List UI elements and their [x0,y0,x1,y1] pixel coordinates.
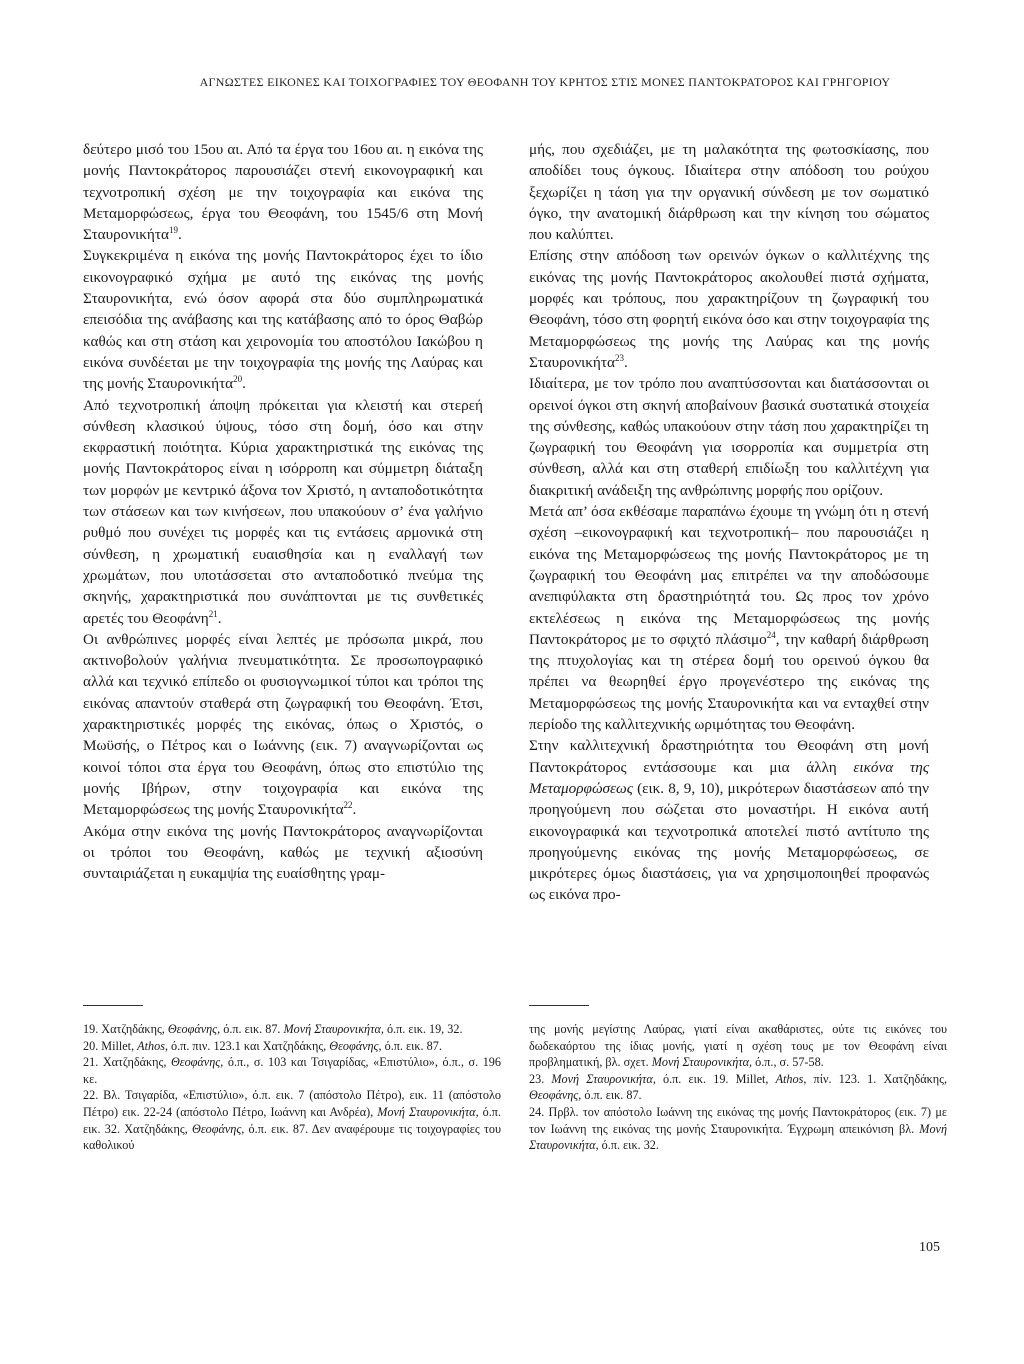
paragraph-text: δεύτερο μισό του 15ου αι. Από τα έργα του 16ου αι. η εικόνα της μονής Παντοκράτορος παρουσιάζει στενή εικονογραφική και τεχνοτροπική σχέση με την τοιχογραφία και εικόνα της Μεταμορφώσεως, έργα του Θεοφάνη, του 1545/6 στη Μονή Σταυρονικήτα [83,141,483,244]
footnote-text: , ό.π. εικ. 32. Χατζηδάκης, [83,1104,502,1136]
footnote-italic: Μονή Σταυρονικήτα [377,1104,476,1119]
paragraph-text: Επίσης στην απόδοση των ορεινών όγκων ο καλλιτέχνης της εικόνας της μονής Παντοκράτορος ακολουθεί πιστά σχήματα, μορφές και τρόπους, που χαρακτηρίζουν τη ζωγραφική του Θεοφάνη, τόσο στη φορητή εικόνα όσο και στην τοιχογραφία της Μεταμορφώσεως της μονής της Λαύρας και της μονής Σταυρονικήτα [529,247,929,371]
footnote-text: , ό.π. εικ. 19, 32. [380,1022,463,1036]
footnote-italic: Μονή Σταυρονικήτα [551,1071,653,1086]
footnote-text: 22. Βλ. Τσιγαρίδα, «Επιστύλιο», ό.π. εικ. 7 (απόστολο Πέτρο), εικ. 11 (απόστολο Πέτρο) εικ. 22-24 (απόστολο Πέτρο, Ιωάννη και Ανδρέα), [83,1088,501,1119]
footnote-21 [83,1054,501,1087]
footnote-text: , ό.π., σ. 57-58. [749,1055,824,1070]
paragraph-text: Οι ανθρώπινες μορφές είναι λεπτές με πρόσωπα μικρά, που ακτινοβολούν γαλήνια πνευματικότητα. Σε προσωπογραφικό αλλά και τεχνικό επίπεδο οι φυσιογνωμικοί τύποι και τρόποι της εικόνας απαντούν σταθερά στη ζωγραφική του Θεοφάνη. Έτσι, χαρακτηριστικές μορφές της εικόνας, όπως ο Χριστός, ο Μωϋσής, ο Πέτρος και ο Ιωάννης (εικ. 7) αναγνωρίζονται ως κοινοί τόποι στα έργα του Θεοφάνη, όπως στο επιστύλιο της μονής Ιβήρων, στην τοιχογραφία και εικόνα της Μεταμορφώσεως της μονής Σταυρονικήτα [83,630,483,819]
footnote-divider [529,1005,589,1006]
footnote-text: 23. [529,1071,552,1086]
footnotes-right [529,1021,947,1154]
paragraph-text: . [623,353,628,371]
footnote-text: , ό.π. εικ. 32. [595,1138,659,1153]
footnote-20 [83,1038,501,1055]
footnote-italic: Θεοφάνης [192,1121,242,1136]
footnote-text: , ό.π. εικ. 87. [217,1022,284,1036]
right-column [529,139,929,906]
footnote-19 [83,1021,501,1038]
footnote-italic: Μονή Σταυρονικήτα [651,1055,750,1070]
footnote-italic: Μονή Σταυρονικήτα [529,1121,947,1153]
emphasis-text: εικόνα της Μεταμορφώσεως [529,758,929,797]
footnote-text: , ό.π., σ. 103 και Τσιγαρίδας, «Επιστύλιο», ό.π., σ. 196 κε. [83,1055,501,1086]
footnote-italic: Θεοφάνης [170,1055,221,1070]
footnote-text: , ό.π. εικ. 87. [378,1038,442,1053]
running-head: ΑΓΝΩΣΤΕΣ ΕΙΚΟΝΕΣ ΚΑΙ ΤΟΙΧΟΓΡΑΦΙΕΣ ΤΟΥ ΘΕΟΦΑΝΗ ΤΟΥ ΚΡΗΤΟΣ ΣΤΙΣ ΜΟΝΕΣ ΠΑΝΤΟΚΡΑΤΟΡΟΣ ΚΑΙ ΓΡΗΓΟΡΙΟΥ [199,75,891,89]
footnote-text: της μονής μεγίστης Λαύρας, γιατί είναι ακαθάριστες, ούτε τις εικόνες του δωδεκαόρτου της ίδιας μονής, γιατί η σχέση τους με τον Θεοφάνη είναι προβληματική, βλ. σχετ. [529,1022,947,1070]
paragraph [83,395,483,629]
footnote-text: 20. Millet, [83,1038,138,1053]
footnote-text: , ό.π. εικ. 19. Millet, [652,1071,776,1086]
footnote-text: , ό.π. εικ. 87. [578,1088,642,1103]
footnote-text: , πίν. 123. 1. Χατζηδάκης, [803,1071,947,1086]
footnote-italic: Θεοφάνης [167,1022,218,1036]
paragraph-text: . [177,226,182,244]
footnote-ref-24: 24 [766,629,776,640]
footnote-italic: Μονή Σταυρονικήτα [283,1022,381,1036]
footnote-text: , ό.π. εικ. 87. Δεν αναφέρουμε τις τοιχογραφίες του καθολικού [83,1121,501,1153]
paragraph-text: (εικ. 8, 9, 10), μικρότερων διαστάσεων από την προηγούμενη που σώζεται στο μοναστήρι. Η εικόνα αυτή εικονογραφικά και τεχνοτροπικά αποτελεί πιστό αντίτυπο της προηγούμενης εικόνας της μονής Μεταμορφώσεως, σε μικρότερες όμως διαστάσεις, για να χρησιμοποιηθεί προφανώς ως εικόνα προ- [529,779,929,904]
footnote-ref-23: 23 [614,352,624,363]
paragraph: μής, που σχεδιάζει, με τη μαλακότητα της φωτοσκίασης, που αποδίδει τους όγκους. Ιδιαίτερα στην απόδοση του ρούχου ξεχωρίζει η τάση για την οργανική σύνδεση με τον σωματικό όγκο, την ανατομική διάρθρωση και την κίνηση του σώματος που καλύπτει. [529,141,929,244]
footnote-text: , ό.π. πιν. 123.1 και Χατζηδάκης, [164,1038,330,1053]
paragraph-text: Συγκεκριμένα η εικόνα της μονής Παντοκράτορος έχει το ίδιο εικονογραφικό σχήμα με αυτό της εικόνας της μονής Σταυρονικήτα, ενώ όσον αφορά στα δύο συμπληρωματικά επεισόδια της ανάβασης και της κατάβασης από το όρος Θαβώρ καθώς και στη στάση και χειρονομία του αποστόλου Ιακώβου η εικόνα συνδέεται με την τοιχογραφία της μονής της Λαύρας και της μονής Σταυρονικήτα [83,247,483,393]
paragraph-text: . [352,801,357,819]
page-number: 105 [919,1240,940,1255]
footnote-24 [529,1104,947,1154]
footnote-italic: Θεοφάνης [329,1038,379,1053]
footnote-22-continued [529,1021,947,1071]
paragraph-text: . [217,609,222,627]
footnotes-left [83,1021,501,1154]
footnote-text: 19. Χατζηδάκης, [83,1022,168,1036]
paragraph-text: , την καθαρή διάρθρωση της πτυχολογίας και τη στέρεα δομή του ορεινού όγκου θα πρέπει να θεωρηθεί έργο προγενέστερο της εικόνας της Μεταμορφώσεως της μονής Σταυρονικήτα και να ενταχθεί στην περίοδο της καλλιτεχνικής ωριμότητας του Θεοφάνη. [529,630,929,734]
footnote-italic: Θεοφάνης [529,1088,579,1103]
paragraph-text: Στην καλλιτεχνική δραστηριότητα του Θεοφάνη στη μονή Παντοκράτορος εντάσσουμε και μια άλλη [529,737,929,776]
footnote-ref-22: 22 [343,800,353,811]
paragraph [83,245,483,394]
footnote-text: 24. Πρβλ. τον απόστολο Ιωάννη της εικόνας της μονής Παντοκράτορος (εικ. 7) με τον Ιωάννη της εικόνας της μονής Σταυρονικήτα. Έγχρωμη απεικόνιση βλ. [529,1104,947,1136]
footnote-divider [83,1005,143,1006]
footnote-italic: Athos [775,1071,804,1086]
footnote-ref-20: 20 [233,374,243,385]
paragraph [83,139,483,245]
paragraph [83,629,483,821]
footnote-text: 21. Χατζηδάκης, [83,1055,171,1070]
paragraph: Ακόμα στην εικόνα της μονής Παντοκράτορος αναγνωρίζονται οι τρόποι του Θεοφάνη, καθώς με τεχνική αξιοσύνη συνταιριάζεται η ευκαμψία της ευαίσθητης γραμ- [83,822,483,883]
footnote-ref-19: 19 [168,225,178,236]
paragraph [529,501,929,735]
footnote-23 [529,1071,947,1104]
footnote-ref-21: 21 [208,608,218,619]
footnote-22 [83,1087,501,1153]
paragraph-text: Από τεχνοτροπική άποψη πρόκειται για κλειστή και στερεή σύνθεση κλασικού ύψους, τόσο στη δομή, όσο και στην εκφραστική ποιότητα. Κύρια χαρακτηριστικά της εικόνας της μονής Παντοκράτορος είναι η ισόρροπη και σύμμετρη διάταξη των μορφών με κεντρικό άξονα τον Χριστό, η ανταποδοτικότητα των στάσεων και των κινήσεων, που υπακούουν σ’ ένα γαλήνιο ρυθμό που συνέχει τις μορφές και τις εντάσεις αρμονικά στη σύνθεση, η χρωματική ευαισθησία και η εναλλαγή των χρωμάτων, που υποτάσσεται στο ανταποδοτικό πνεύμα της σκηνής, χαρακτηριστικά που συνάπτονται με τις συνθετικές αρετές του Θεοφάνη [83,396,483,627]
paragraph-text: Μετά απ’ όσα εκθέσαμε παραπάνω έχουμε τη γνώμη ότι η στενή σχέση –εικονογραφική και τεχνοτροπική– που παρουσιάζει η εικόνα της Μεταμορφώσεως της μονής Παντοκράτορος με τη ζωγραφική του Θεοφάνη μας επιτρέπει να την αποδώσουμε ανεπιφύλακτα στη δραστηριότητά του. Ως προς τον χρόνο εκτελέσεως η εικόνα της Μεταμορφώσεως της μονής Παντοκράτορος με το σφιχτό πλάσιμο [529,503,929,648]
paragraph: Ιδιαίτερα, με τον τρόπο που αναπτύσσονται και διατάσσονται οι ορεινοί όγκοι στη σκηνή αποβαίνουν βασικά συστατικά στοιχεία της σύνθεσης, καθώς υπακούουν στην τάση που χαρακτηρίζει τη ζωγραφική του Θεοφάνη για ισορροπία και συμμετρία στη σύνθεση, αλλά και στη σταθερή επιδίωξη του καλλιτέχνη για διακριτική ανάδειξη της ανθρώπινης μορφής που ορίζουν. [529,375,929,499]
footnote-italic: Athos [137,1038,165,1053]
paragraph [529,735,929,905]
left-column [83,139,483,884]
paragraph [529,245,929,373]
paragraph-text: . [242,375,246,393]
